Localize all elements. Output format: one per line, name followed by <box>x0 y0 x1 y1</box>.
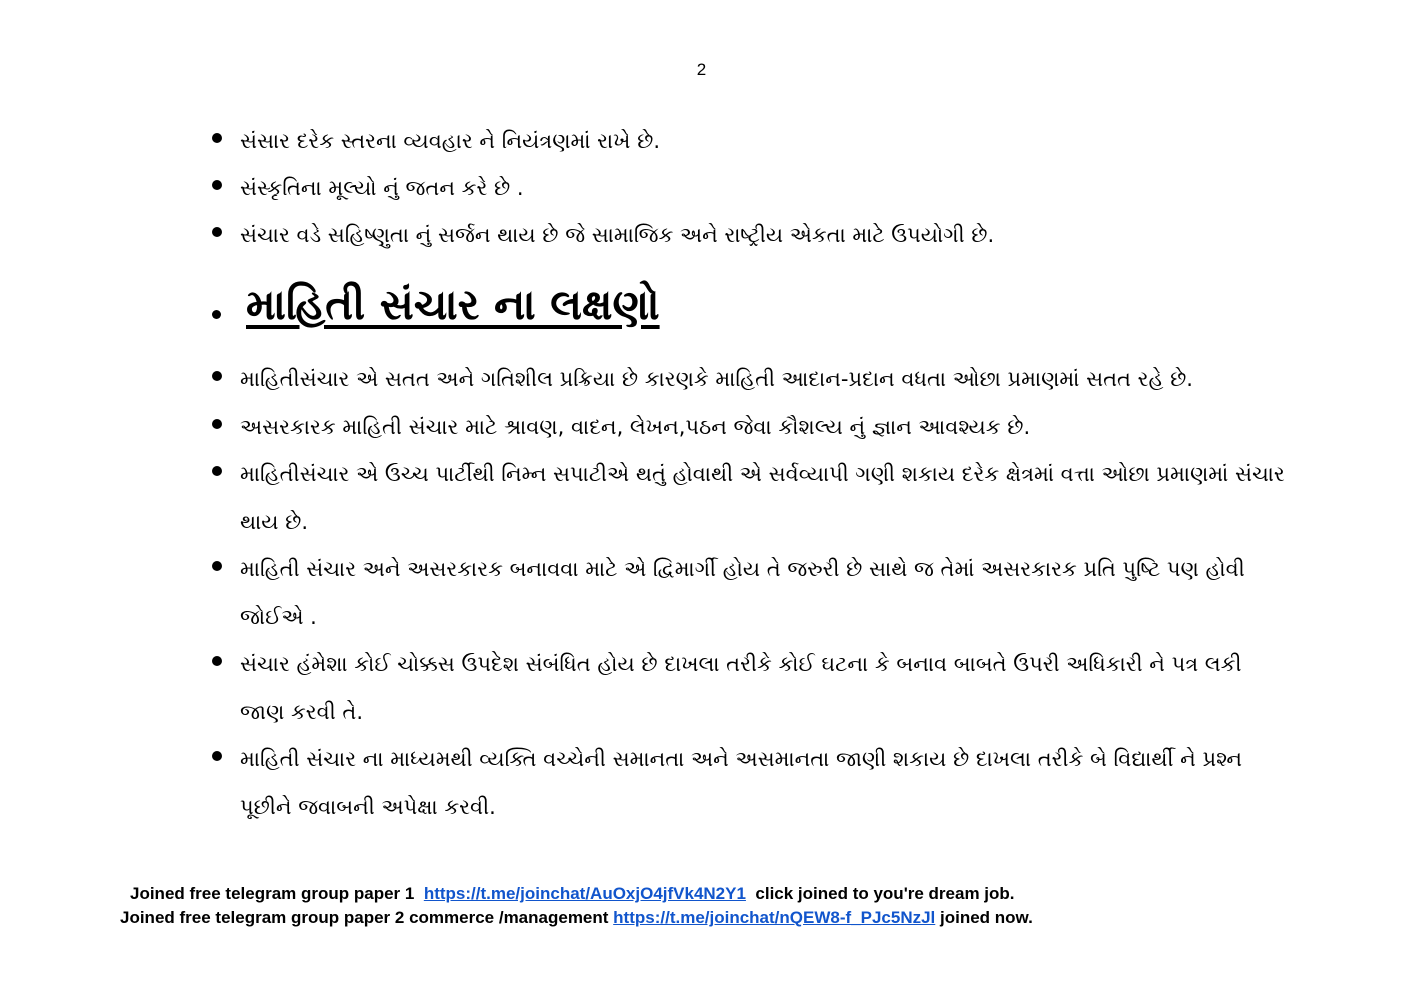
bullet-icon <box>212 227 222 237</box>
footer-line-2-suffix: joined now. <box>940 908 1033 927</box>
intro-bullet-list <box>210 118 1290 259</box>
bullet-icon <box>212 419 222 429</box>
bullet-text: માહિતીસંચાર એ સતત અને ગતિશીલ પ્રક્રિયા છે કારણકે માહિતી આદાન-પ્રદાન વધતા ઓછા પ્રમાણમાં સતત રહે છે. <box>240 367 1193 391</box>
page-number: 2 <box>696 60 707 79</box>
bullet-text: માહિતી સંચાર અને અસરકારક બનાવવા માટે એ દ્વિમાર્ગી હોય તે જરુરી છે સાથે જ તેમાં અસરકારક પ્રતિ પુષ્ટિ પણ હોવી જોઈએ . <box>240 557 1245 629</box>
bullet-icon <box>212 656 222 666</box>
list-item <box>210 546 1290 641</box>
bullet-icon <box>212 561 222 571</box>
footer-line-2 <box>120 908 1403 928</box>
bullet-icon <box>212 180 222 190</box>
list-item <box>210 165 1290 212</box>
section-heading <box>210 270 1210 340</box>
bullet-icon <box>212 751 222 761</box>
bullet-icon <box>212 371 222 381</box>
bullet-text: અસરકારક માહિતી સંચાર માટે શ્રાવણ, વાદન, લેખન,પઠન જેવા કૌશલ્ય નું જ્ઞાન આવશ્યક છે. <box>240 414 1031 439</box>
list-item <box>210 451 1290 546</box>
list-item <box>210 641 1290 736</box>
feature-bullet-list <box>210 356 1290 831</box>
bullet-icon <box>212 133 222 143</box>
bullet-text: સંચાર વડે સહિષ્ણુતા નું સર્જન થાય છે જે સામાજિક અને રાષ્ટ્રીય એકતા માટે ઉપયોગી છે. <box>240 223 995 247</box>
footer-line-2-prefix: Joined free telegram group paper 2 commerce /management <box>120 908 609 927</box>
list-item <box>210 736 1290 831</box>
bullet-text: સંસાર દરેક સ્તરના વ્યવહાર ને નિયંત્રણમાં રાખે છે. <box>240 129 661 153</box>
telegram-link-paper-1[interactable]: https://t.me/joinchat/AuOxjO4jfVk4N2Y1 <box>423 884 746 903</box>
list-item <box>210 118 1290 165</box>
bullet-icon <box>212 466 222 476</box>
list-item <box>210 404 1290 452</box>
section-heading-text: માહિતી સંચાર ના લક્ષણો <box>246 280 660 329</box>
footer-line-1-prefix: Joined free telegram group paper 1 <box>130 884 415 903</box>
list-item <box>210 212 1290 259</box>
list-item <box>210 356 1290 404</box>
telegram-link-paper-2[interactable]: https://t.me/joinchat/nQEW8-f_PJc5NzJl <box>613 908 936 927</box>
footer-line-1-suffix: click joined to you're dream job. <box>755 884 1015 903</box>
footer-line-1 <box>130 884 1403 904</box>
bullet-text: સંચાર હંમેશા કોઈ ચોક્કસ ઉપદેશ સંબંધિત હોય છે દાખલા તરીકે કોઈ ઘટના કે બનાવ બાબતે ઉપરી અધિકારી ને પત્ર લકી જાણ કરવી તે. <box>240 652 1242 724</box>
bullet-text: માહિતી સંચાર ના માધ્યમથી વ્યક્તિ વચ્ચેની સમાનતા અને અસમાનતા જાણી શકાય છે દાખલા તરીકે બે વિદ્યાર્થી ને પ્રશ્ન પૂછીને જવાબની અપેક્ષા કરવી. <box>240 747 1243 819</box>
bullet-text: માહિતીસંચાર એ ઉચ્ચ પાર્ટીથી નિમ્ન સપાટીએ થતું હોવાથી એ સર્વવ્યાપી ગણી શકાય દરેક ક્ષેત્રમાં વત્તા ઓછા પ્રમાણમાં સંચાર થાય છે. <box>240 462 1285 534</box>
bullet-text: સંસ્કૃતિના મૂલ્યો નું જતન કરે છે . <box>240 176 524 200</box>
bullet-icon <box>212 310 221 319</box>
